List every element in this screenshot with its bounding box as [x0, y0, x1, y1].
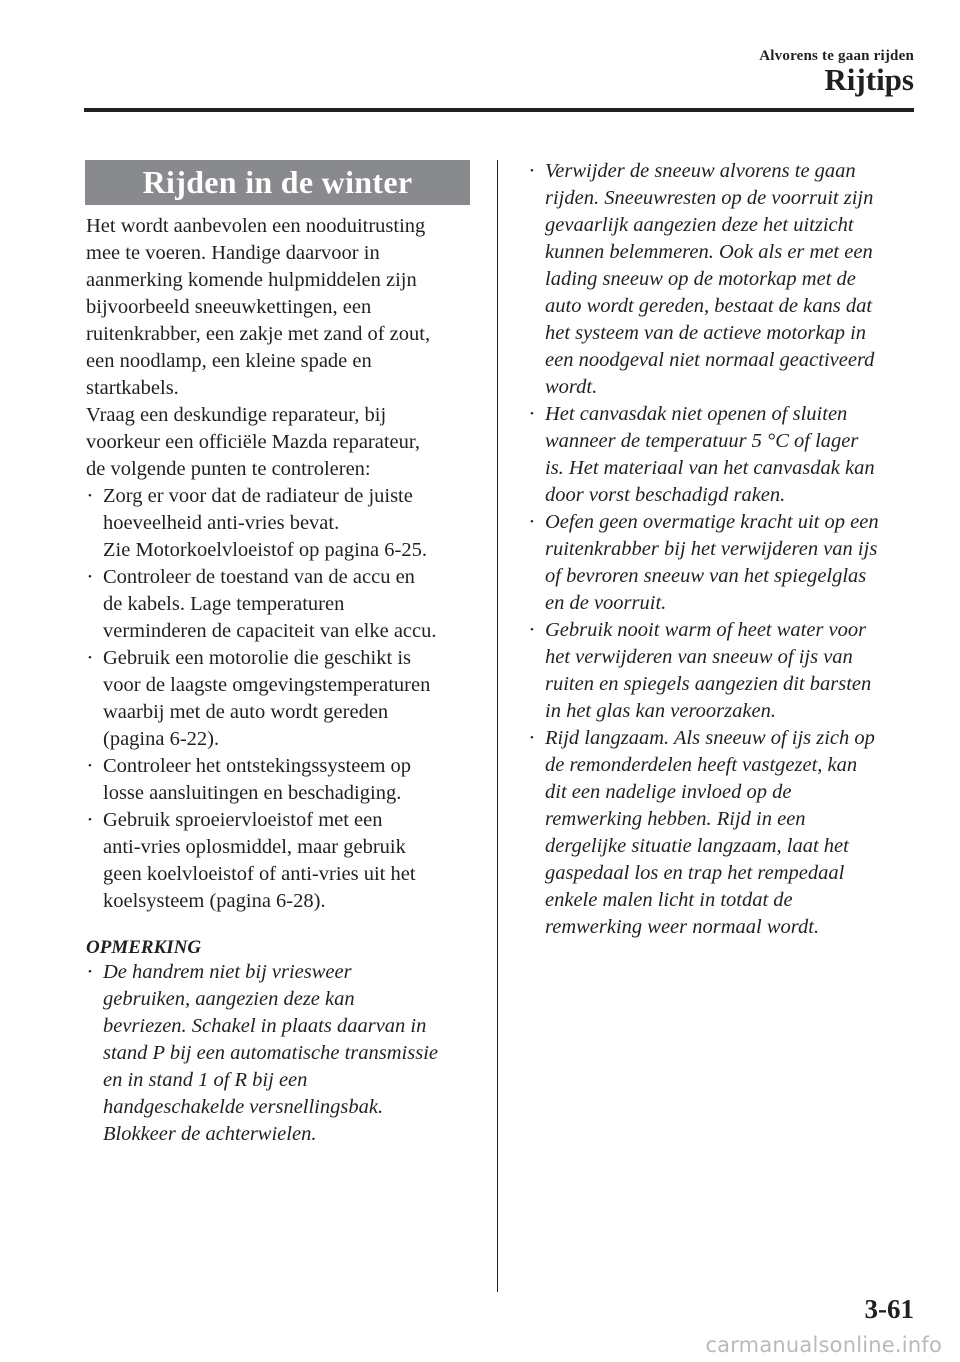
text-line: de remonderdelen heeft vastgezet, kan: [545, 754, 858, 776]
text-line: en in stand 1 of R bij een: [103, 1069, 308, 1091]
note-heading: OPMERKING: [86, 937, 202, 958]
text-line: De handrem niet bij vriesweer: [103, 961, 352, 983]
header-chapter-title: Rijtips: [824, 62, 914, 97]
list-item: [528, 725, 918, 941]
text-line: Het canvasdak niet openen of sluiten: [545, 403, 848, 425]
text-line: verminderen de capaciteit van elke accu.: [103, 620, 437, 642]
text-line: Blokkeer de achterwielen.: [103, 1123, 317, 1145]
note-list-left: [86, 959, 472, 1148]
text-line: (pagina 6-22).: [103, 728, 220, 750]
intro-paragraph: [86, 213, 472, 483]
text-line: de volgende punten te controleren:: [86, 458, 371, 480]
text-line: wanneer de temperatuur 5 °C of lager: [545, 430, 859, 452]
text-line: Gebruik sproeiervloeistof met een: [103, 809, 383, 831]
text-line: voorkeur een officiële Mazda reparateur,: [86, 431, 421, 453]
list-item: [86, 959, 472, 1148]
text-line: Oefen geen overmatige kracht uit op een: [545, 511, 879, 533]
list-item: [86, 483, 472, 564]
watermark: carmanualsonline.info: [705, 1333, 942, 1357]
text-line: door vorst beschadigd raken.: [545, 484, 786, 506]
text-line: losse aansluitingen en beschadiging.: [103, 782, 402, 804]
list-item: [528, 617, 918, 725]
text-line: Controleer de toestand van de accu en: [103, 566, 415, 588]
text-line: stand P bij een automatische transmissie: [103, 1042, 439, 1064]
text-line: Vraag een deskundige reparateur, bij: [86, 404, 387, 426]
list-item: [86, 807, 472, 915]
text-line: en de voorruit.: [545, 592, 667, 614]
text-line: bevriezen. Schakel in plaats daarvan in: [103, 1015, 427, 1037]
text-line: koelsysteem (pagina 6-28).: [103, 890, 326, 912]
list-item: [86, 645, 472, 753]
text-line: gaspedaal los en trap het rempedaal: [545, 862, 845, 884]
header-section-title: Alvorens te gaan rijden: [759, 48, 914, 64]
text-line: lading sneeuw op de motorkap met de: [545, 268, 856, 290]
note-list-right: [528, 158, 918, 941]
text-line: remwerking hebben. Rijd in een: [545, 808, 806, 830]
text-line: startkabels.: [86, 377, 179, 399]
text-line: Zie Motorkoelvloeistof op pagina 6-25.: [103, 539, 427, 561]
list-item: [528, 401, 918, 509]
text-line: geen koelvloeistof of anti-vries uit het: [103, 863, 416, 885]
text-line: het systeem van de actieve motorkap in: [545, 322, 867, 344]
text-line: kunnen belemmeren. Ook als er met een: [545, 241, 873, 263]
header-rule: [84, 108, 914, 112]
text-line: handgeschakelde versnellingsbak.: [103, 1096, 384, 1118]
text-line: Verwijder de sneeuw alvorens te gaan: [545, 160, 856, 182]
text-line: wordt.: [545, 376, 598, 398]
text-line: gevaarlijk aangezien deze het uitzicht: [545, 214, 854, 236]
text-line: Gebruik een motorolie die geschikt is: [103, 647, 411, 669]
text-line: aanmerking komende hulpmiddelen zijn: [86, 269, 417, 291]
check-list: [86, 483, 472, 915]
text-line: waarbij met de auto wordt gereden: [103, 701, 389, 723]
text-line: ruitenkrabber, een zakje met zand of zout,: [86, 323, 431, 345]
text-line: Controleer het ontstekingssysteem op: [103, 755, 412, 777]
text-line: een noodgeval niet normaal geactiveerd: [545, 349, 875, 371]
text-line: auto wordt gereden, bestaat de kans dat: [545, 295, 873, 317]
text-line: ruitenkrabber bij het verwijderen van ijs: [545, 538, 878, 560]
text-line: de kabels. Lage temperaturen: [103, 593, 345, 615]
section-title: Rijden in de winter: [142, 164, 413, 200]
text-line: bijvoorbeeld sneeuwkettingen, een: [86, 296, 372, 318]
text-line: dit een nadelige invloed op de: [545, 781, 792, 803]
text-line: Het wordt aanbevolen een nooduitrusting: [86, 215, 426, 237]
list-item: [86, 564, 472, 645]
text-line: hoeveelheid anti-vries bevat.: [103, 512, 340, 534]
list-item: [86, 753, 472, 807]
text-line: een noodlamp, een kleine spade en: [86, 350, 372, 372]
text-line: enkele malen licht in totdat de: [545, 889, 793, 911]
right-column: [528, 158, 918, 941]
section-title-bar: [85, 160, 470, 205]
text-line: remwerking weer normaal wordt.: [545, 916, 820, 938]
text-line: gebruiken, aangezien deze kan: [103, 988, 355, 1010]
text-line: anti-vries oplosmiddel, maar gebruik: [103, 836, 406, 858]
left-column: [86, 160, 472, 1148]
column-divider: [497, 160, 498, 1292]
text-line: mee te voeren. Handige daarvoor in: [86, 242, 380, 264]
text-line: Rijd langzaam. Als sneeuw of ijs zich op: [545, 727, 875, 749]
text-line: rijden. Sneeuwresten op de voorruit zijn: [545, 187, 874, 209]
text-line: Zorg er voor dat de radiateur de juiste: [103, 485, 413, 507]
list-item: [528, 509, 918, 617]
text-line: Gebruik nooit warm of heet water voor: [545, 619, 867, 641]
text-line: ruiten en spiegels aangezien dit barsten: [545, 673, 872, 695]
text-line: in het glas kan veroorzaken.: [545, 700, 776, 722]
text-line: of bevroren sneeuw van het spiegelglas: [545, 565, 867, 587]
text-line: voor de laagste omgevingstemperaturen: [103, 674, 431, 696]
list-item: [528, 158, 918, 401]
text-line: het verwijderen van sneeuw of ijs van: [545, 646, 853, 668]
text-line: is. Het materiaal van het canvasdak kan: [545, 457, 875, 479]
text-line: dergelijke situatie langzaam, laat het: [545, 835, 849, 857]
page-number: 3-61: [864, 1294, 914, 1324]
